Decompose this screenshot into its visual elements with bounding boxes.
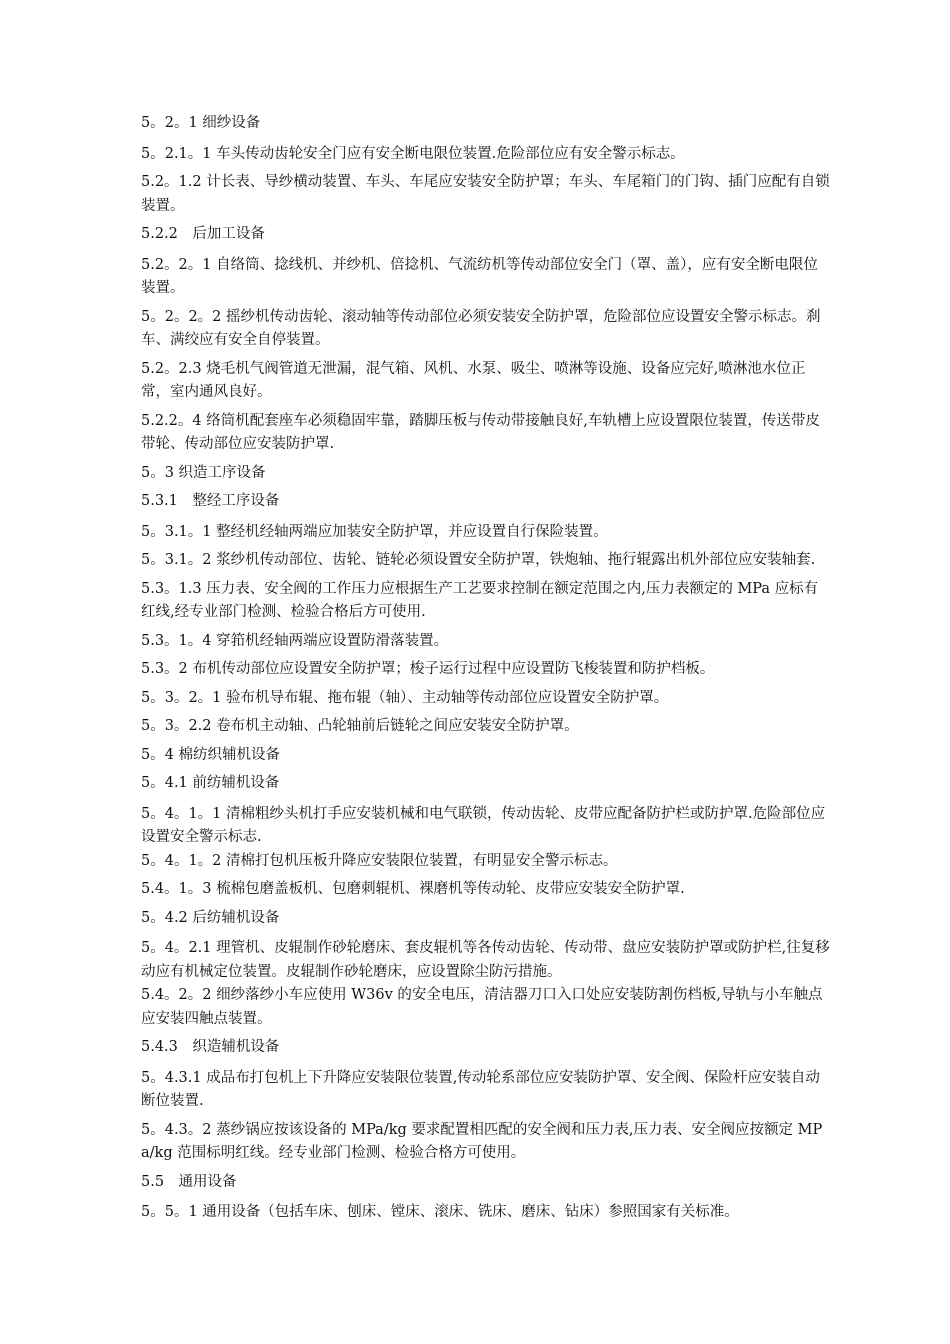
clause-5-2-2-2: 5。2。2。2 摇纱机传动齿轮、滚动轴等传动部位必须安装安全防护罩，危险部位应设置安全警示标志。刹车、满绞应有安全自停装置。 bbox=[141, 308, 821, 348]
clause-5-4-3-2: 5。4.3。2 蒸纱锅应按该设备的 MPa/kg 要求配置相匹配的安全阀和压力表,压力表、安全阀应按额定 MPa/kg 范围标明红线。经专业部门检测、检验合格方可使用。 bbox=[141, 1121, 823, 1161]
heading-5-2-1: 5。2。1 细纱设备 bbox=[141, 115, 261, 131]
clause-5-4-2-2: 5.4。2。2 细纱落纱小车应使用 W36v 的安全电压，清洁器刀口入口处应安装防割伤档板,导轨与小车触点应安装四触点装置。 bbox=[141, 987, 823, 1027]
heading-5-5: 5.5 通用设备 bbox=[141, 1173, 237, 1190]
heading-5-2-2: 5.2.2 后加工设备 bbox=[141, 226, 265, 242]
clause-5-2-1-1: 5。2.1。1 车头传动齿轮安全门应有安全断电限位装置.危险部位应有安全警示标志。 bbox=[141, 145, 685, 162]
heading-5-3: 5。3 织造工序设备 bbox=[141, 464, 266, 481]
clause-5-5-1: 5。5。1 通用设备（包括车床、刨床、镗床、滚床、铣床、磨床、钻床）参照国家有关标准。 bbox=[141, 1204, 739, 1220]
clause-5-3-1-2: 5。3.1。2 浆纱机传动部位、齿轮、链轮必须设置安全防护罩，铁炮轴、拖行辊露出机外部位应安装轴套. bbox=[141, 552, 816, 568]
heading-5-3-1: 5.3.1 整经工序设备 bbox=[141, 493, 280, 509]
clause-5-3-2: 5.3。2 布机传动部位应设置安全防护罩；梭子运行过程中应设置防飞梭装置和防护档板。 bbox=[141, 661, 715, 677]
clause-5-4-1-1: 5。4。1。1 清棉粗纱头机打手应安装机械和电气联锁，传动齿轮、皮带应配备防护栏或防护罩.危险部位应设置安全警示标志. bbox=[141, 805, 826, 845]
clause-5-3-2-1: 5。3。2。1 验布机导布辊、拖布辊（轴）、主动轴等传动部位应设置安全防护罩。 bbox=[141, 689, 669, 706]
heading-5-4-2: 5。4.2 后纺辅机设备 bbox=[141, 909, 280, 926]
clause-5-2-1-2: 5.2。1.2 计长表、导纱横动装置、车头、车尾应安装安全防护罩；车头、车尾箱门的门钩、插门应配有自锁装置。 bbox=[141, 174, 830, 214]
clause-5-3-2-2: 5。3。2.2 卷布机主动轴、凸轮轴前后链轮之间应安装安全防护罩。 bbox=[141, 718, 579, 734]
clause-5-3-1-4: 5.3。1。4 穿筘机经轴两端应设置防滑落装置。 bbox=[141, 632, 449, 649]
clause-5-2-2-3: 5.2。2.3 烧毛机气阀管道无泄漏，混气箱、风机、水泵、吸尘、喷淋等设施、设备应完好,喷淋池水位正常，室内通风良好。 bbox=[141, 360, 806, 400]
heading-5-4: 5。4 棉纺织辅机设备 bbox=[141, 746, 281, 763]
clause-5-4-1-2: 5。4。1。2 清棉打包机压板升降应安装限位装置，有明显安全警示标志。 bbox=[141, 852, 618, 869]
heading-5-4-3: 5.4.3 织造辅机设备 bbox=[141, 1039, 280, 1055]
clause-5-4-3-1: 5。4.3.1 成品布打包机上下升降应安装限位装置,传动轮系部位应安装防护罩、安全阀、保险杆应安装自动断位装置. bbox=[141, 1069, 820, 1109]
clause-5-3-1-3: 5.3。1.3 压力表、安全阀的工作压力应根据生产工艺要求控制在额定范围之内,压力表额定的 MPa 应标有红线,经专业部门检测、检验合格后方可使用. bbox=[141, 580, 819, 620]
clause-5-2-2-1: 5.2。2。1 自络筒、捻线机、并纱机、倍捻机、气流纺机等传动部位安全门（罩、盖），应有安全断电限位装置。 bbox=[141, 256, 818, 296]
clause-5-2-2-4: 5.2.2。4 络筒机配套座车必须稳固牢靠，踏脚压板与传动带接触良好,车轨槽上应设置限位装置，传送带皮带轮、传动部位应安装防护罩. bbox=[141, 412, 820, 452]
heading-5-4-1: 5。4.1 前纺辅机设备 bbox=[141, 775, 280, 791]
document-body bbox=[141, 112, 831, 1225]
clause-5-4-2-1: 5。4。2.1 理管机、皮辊制作砂轮磨床、套皮辊机等各传动齿轮、传动带、盘应安装防护罩或防护栏,往复移动应有机械定位装置。皮辊制作砂轮磨床，应设置除尘防污措施。 bbox=[141, 940, 830, 980]
clause-5-4-1-3: 5.4。1。3 梳棉包磨盖板机、包磨刺辊机、裸磨机等传动轮、皮带应安装安全防护罩. bbox=[141, 881, 685, 897]
clause-5-3-1-1: 5。3.1。1 整经机经轴两端应加装安全防护罩，并应设置自行保险装置。 bbox=[141, 523, 608, 540]
